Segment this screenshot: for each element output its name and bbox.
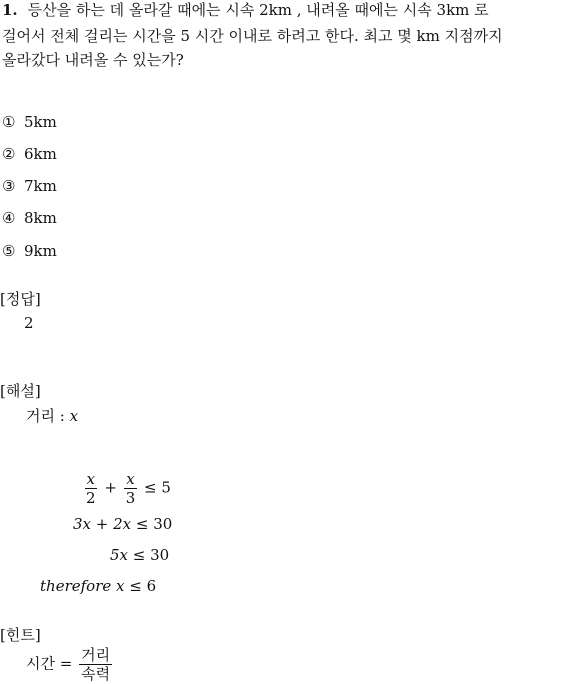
choice-3[interactable] [2, 177, 57, 195]
choice-2-mark: ② [2, 145, 16, 163]
choice-5-text: 9km [24, 242, 57, 260]
answer-title: [정답] [0, 290, 41, 308]
fraction-x-over-3: $\frac{x}{3}$ [125, 470, 136, 507]
choice-1-text: 5km [24, 113, 57, 131]
explanation-title: [해설] [0, 382, 41, 400]
question-line-1 [2, 0, 568, 24]
hint-denominator: 속력 [81, 665, 111, 683]
step-3-rhs: ≤ 30 [132, 546, 170, 564]
choice-4[interactable] [2, 209, 57, 227]
question-text-3: 올라갔다 내려올 수 있는가? [2, 51, 184, 69]
choice-4-text: 8km [24, 209, 57, 227]
variable-label: 거리 : [26, 407, 65, 425]
hint-formula [26, 646, 114, 683]
choice-3-text: 7km [24, 177, 57, 195]
question-number: 1. [2, 1, 18, 19]
step-1-rhs: ≤ 5 [144, 478, 171, 497]
hint-title: [힌트] [0, 626, 41, 644]
choice-1-mark: ① [2, 113, 16, 131]
step-2-rhs: ≤ 30 [135, 515, 173, 533]
choice-3-mark: ③ [2, 177, 16, 195]
step-4-rhs: ≤ 6 [129, 577, 157, 595]
fraction-x-over-2: $\frac{x}{2}$ [86, 470, 96, 507]
step-2-lhs: 3x + 2x [73, 515, 132, 533]
choice-2-text: 6km [24, 145, 57, 163]
answer-value: 2 [24, 314, 34, 332]
choice-5-mark: ⑤ [2, 242, 16, 260]
hint-numerator: 거리 [81, 646, 111, 664]
question-text-1: 등산을 하는 데 올라갈 때에는 시속 2km , 내려올 때에는 시속 3km 로 [27, 1, 489, 19]
choice-5[interactable] [2, 242, 57, 260]
equation-step-1 [82, 470, 171, 507]
equation-step-2 [73, 515, 172, 533]
step-4-lhs: therefore x [40, 577, 125, 595]
variable-definition [26, 405, 78, 426]
step-3-lhs: 5x [110, 546, 129, 564]
hint-fraction [79, 646, 112, 683]
equation-step-4 [40, 577, 156, 595]
choice-4-mark: ④ [2, 209, 16, 227]
hint-lhs: 시간 = [26, 654, 73, 673]
plus-sign: + [104, 478, 117, 497]
variable-symbol: x [69, 407, 79, 425]
choice-1[interactable] [2, 113, 57, 131]
question-text-2: 걸어서 전체 걸리는 시간을 5 시간 이내로 하려고 한다. 최고 몇 km 지점까지 [2, 27, 503, 45]
equation-step-3 [110, 546, 169, 564]
choice-2[interactable] [2, 145, 57, 163]
